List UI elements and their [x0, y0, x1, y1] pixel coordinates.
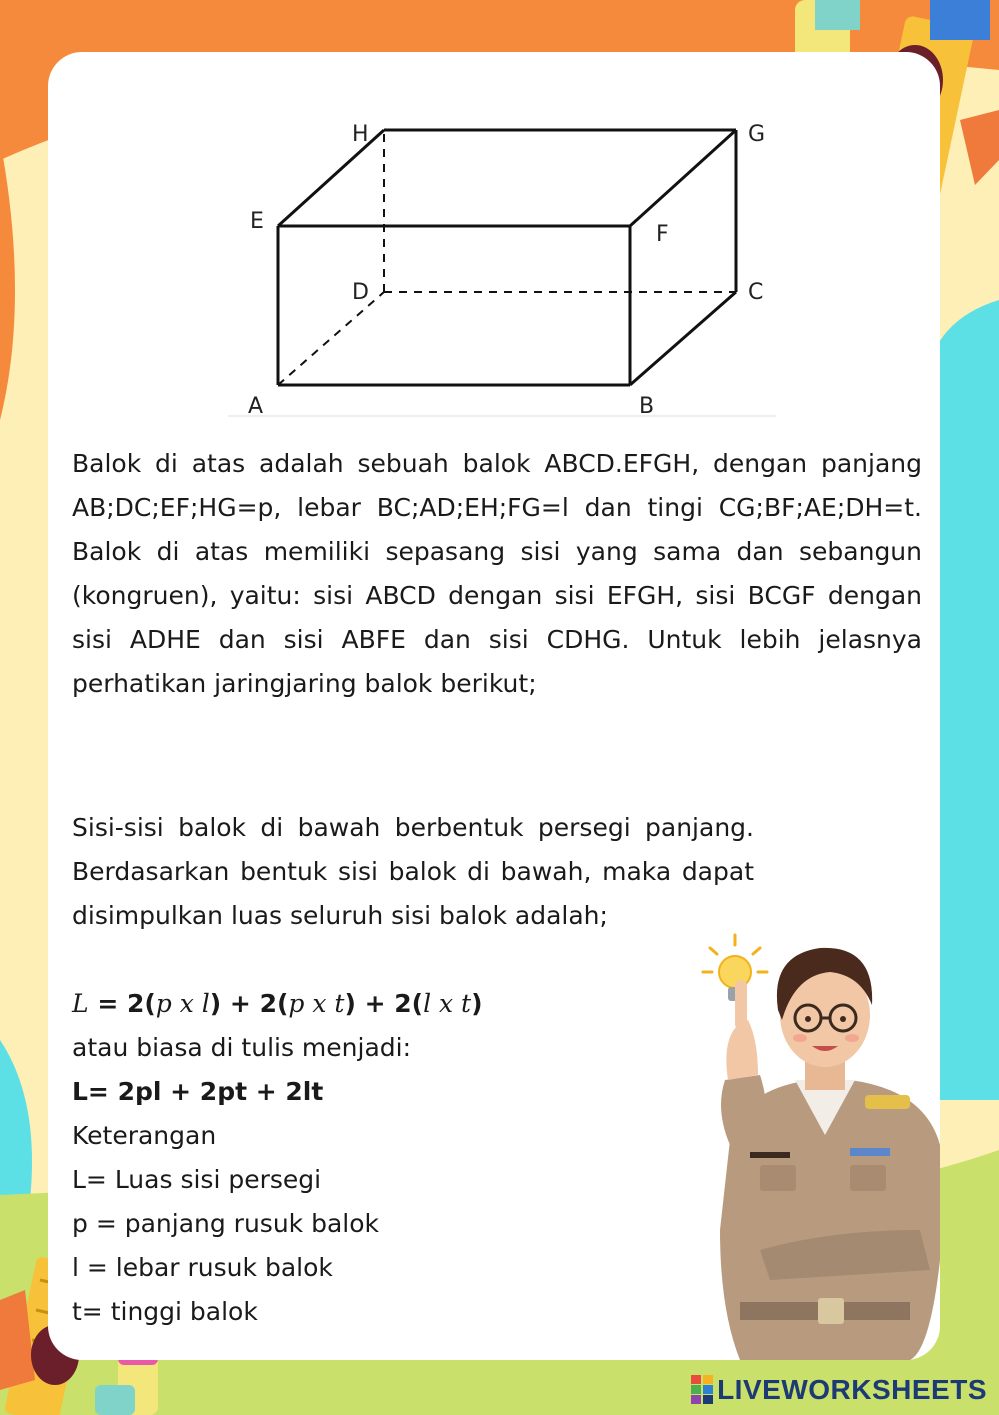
formula-term-lt: l x t — [423, 989, 472, 1018]
definition-t: t= tinggi balok — [72, 1297, 258, 1326]
label-A: A — [248, 394, 264, 419]
formula-term-pt: p x t — [288, 989, 345, 1018]
surface-paragraph: Sisi-sisi balok di bawah berbentuk persegi panjang. Berdasarkan bentuk sisi balok di bawah, maka dapat disimpulkan luas seluruh sisi balok adalah; — [72, 813, 754, 930]
definition-p: p = panjang rusuk balok — [72, 1209, 379, 1238]
label-B: B — [639, 394, 655, 419]
short-formula: L= 2pl + 2pt + 2lt — [72, 1077, 324, 1106]
orange-left-blob — [0, 140, 15, 420]
intro-paragraph: Balok di atas adalah sebuah balok ABCD.EFGH, dengan panjang AB;DC;EF;HG=p, lebar BC;AD;EH;FG=l dan tingi CG;BF;AE;DH=t. Balok di atas memiliki sepasang sisi yang sama dan sebangun (kongruen), yaitu: sisi ABCD dengan sisi EFGH, sisi BCGF dengan sisi ADHE dan sisi ABFE dan sisi CDHG. Untuk lebih jelasnya perhatikan jaringjaring balok berikut; — [72, 449, 922, 698]
label-C: C — [748, 280, 764, 305]
label-E: E — [250, 209, 264, 234]
cuboid-diagram — [228, 110, 776, 422]
formula-section — [72, 982, 712, 1334]
formula-L: L — [72, 989, 89, 1018]
raised-arm — [721, 1075, 767, 1145]
keterangan-heading: Keterangan — [72, 1121, 217, 1150]
definition-l: l = lebar rusuk balok — [72, 1253, 333, 1282]
cyan-left-blob — [0, 1040, 32, 1200]
surface-area-formula: L = 2(p x l) + 2(p x t) + 2(l x t) — [72, 989, 483, 1018]
label-H: H — [352, 122, 369, 147]
alt-intro-text: atau biasa di tulis menjadi: — [72, 1033, 412, 1062]
formula-term-pl: p x l — [155, 989, 210, 1018]
label-G: G — [748, 122, 766, 147]
liveworksheets-logo-icon — [691, 1375, 713, 1405]
label-D: D — [352, 280, 369, 305]
label-F: F — [656, 222, 669, 247]
brand-text: LIVEWORKSHEETS — [717, 1374, 987, 1405]
liveworksheets-brand — [691, 1371, 987, 1409]
pencil-shape — [960, 110, 999, 185]
edge-BC — [630, 292, 736, 385]
edge-FG — [630, 130, 736, 226]
definition-L: L= Luas sisi persegi — [72, 1165, 322, 1194]
edge-AD — [278, 292, 384, 385]
teacher-illustration — [700, 930, 950, 1360]
